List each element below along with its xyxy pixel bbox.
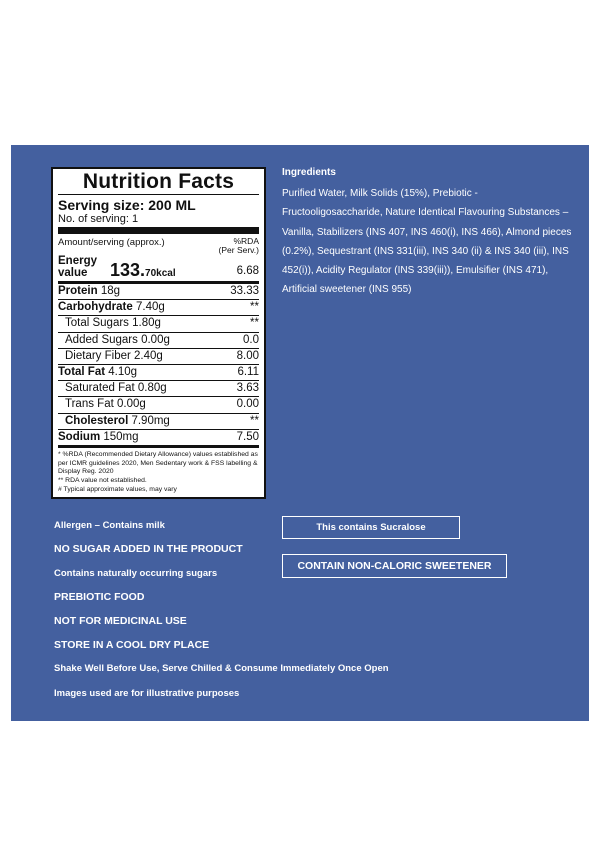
nutrient-rda: 6.11: [237, 365, 259, 378]
nutrient-row: [58, 284, 259, 299]
nutrient-amount: 2.40g: [134, 349, 163, 362]
nutrient-name: [58, 430, 139, 445]
nutrient-name: [58, 365, 137, 380]
nutrition-title: Nutrition Facts: [82, 170, 235, 193]
energy-label: [58, 255, 97, 279]
nutrient-amount: 7.90mg: [131, 414, 170, 427]
nutrient-rda: 8.00: [236, 349, 259, 362]
nutrient-label: Sodium: [58, 430, 101, 443]
nutrient-name: [58, 333, 170, 348]
nutrient-name: [58, 300, 165, 315]
nutrient-row: [58, 299, 259, 315]
nutrient-rows: [58, 284, 259, 445]
sweetener-box: CONTAIN NON-CALORIC SWEETENER: [282, 554, 507, 578]
nutrient-row: [58, 315, 259, 331]
nutrient-amount: 0.00g: [141, 333, 170, 346]
amount-header-label: Amount/serving (approx.): [58, 237, 165, 248]
nutrient-rda: 0.00: [236, 398, 259, 411]
footnote-typical: # Typical approximate values, may vary: [58, 486, 177, 494]
serving-size: Serving size: 200 ML: [58, 197, 196, 213]
footnote-not-established: ** RDA value not established.: [58, 477, 147, 485]
nutrient-row: [58, 413, 259, 429]
allergen-statement: Allergen – Contains milk: [54, 520, 165, 531]
ingredients-text: Purified Water, Milk Solids (15%), Prebiotic - Fructooligosaccharide, Nature Identical Flavouring Substances – Vanilla, Stabilizers (INS 407, INS 460(i), INS 466), Almond pieces (0.2%), Sequestrant (INS 331(iii), INS 340 (ii) & INS 340 (iii), INS 452(i)), Acidity Regulator (INS 339(iii)), Emulsifier (INS 471), Artificial sweetener (INS 955): [282, 188, 572, 296]
no-sugar-statement: NO SUGAR ADDED IN THE PRODUCT: [54, 543, 243, 555]
nutrient-rda: 0.0: [243, 333, 259, 346]
nutrient-name: [58, 414, 170, 429]
servings-count: No. of serving: 1: [58, 213, 139, 225]
nutrient-rda: 7.50: [236, 430, 259, 443]
energy-label-line-1: Energy: [58, 255, 97, 267]
rda-header-line-1: %RDA: [233, 236, 259, 246]
shake-statement: Shake Well Before Use, Serve Chilled & Consume Immediately Once Open: [54, 663, 389, 674]
nutrient-amount: 0.00g: [116, 398, 146, 411]
energy-rda: 6.68: [236, 265, 259, 277]
footnotes: [58, 451, 259, 495]
energy-value: [110, 260, 176, 281]
nutrient-row: [58, 348, 259, 364]
nutrient-label: Total Fat: [58, 365, 106, 378]
storage-statement: STORE IN A COOL DRY PLACE: [54, 639, 210, 651]
nutrient-row: [58, 396, 259, 412]
energy-number: 133.: [110, 260, 146, 280]
energy-label-line-2: value: [58, 267, 88, 279]
nutrient-amount: 7.40g: [135, 301, 165, 314]
nutrient-amount: 150mg: [103, 430, 139, 443]
nutrient-label: Trans Fat: [65, 398, 114, 411]
nutrient-rda: 3.63: [236, 382, 259, 395]
nutrient-amount: 0.80g: [137, 382, 167, 395]
nutrient-row: [58, 332, 259, 348]
nutrient-rda: **: [250, 301, 259, 314]
rda-header-line-2: (Per Serv.): [218, 245, 259, 255]
nutrient-rda: **: [250, 317, 259, 330]
sucralose-box: This contains Sucralose: [282, 516, 460, 539]
nutrient-rda: 33.33: [230, 285, 259, 297]
nutrient-label: Saturated Fat: [65, 382, 135, 395]
rda-header: [219, 237, 259, 255]
nutrient-label: Carbohydrate: [58, 301, 133, 314]
illustrative-statement: Images used are for illustrative purposes: [54, 688, 240, 699]
nutrient-label: Cholesterol: [65, 414, 129, 427]
nutrient-row: [58, 364, 259, 380]
nutrient-amount: 4.10g: [108, 365, 138, 378]
nutrient-amount: 1.80g: [132, 317, 161, 330]
prebiotic-statement: PREBIOTIC FOOD: [54, 591, 145, 603]
not-medicinal-statement: NOT FOR MEDICINAL USE: [54, 615, 187, 627]
nutrient-name: [58, 349, 163, 364]
nutrient-label: Added Sugars: [65, 333, 138, 346]
nutrient-label: Total Sugars: [65, 317, 129, 330]
nutrient-name: [58, 284, 120, 299]
nutrient-name: [58, 397, 146, 412]
nutrient-label: Dietary Fiber: [65, 349, 131, 362]
nutrient-name: [58, 381, 167, 396]
amount-header: [58, 237, 259, 255]
nutrient-label: Protein: [58, 285, 98, 297]
energy-row: [58, 255, 259, 281]
nutrient-row: [58, 380, 259, 396]
nutrition-facts-label: [51, 167, 266, 499]
ingredients-title: Ingredients: [282, 167, 336, 178]
nutrient-row: [58, 429, 259, 445]
nutrient-name: [58, 316, 161, 331]
footnote-rda: * %RDA (Recommended Dietary Allowance) values established as per ICMR guidelines 2020, Men Sedentary work & FSS labelling & Display Reg. 2020: [58, 450, 258, 476]
nutrient-amount: 18g: [100, 285, 121, 297]
nutrient-rda: **: [250, 414, 259, 427]
natural-sugars-statement: Contains naturally occurring sugars: [54, 568, 218, 579]
energy-unit: 70kcal: [145, 268, 176, 279]
